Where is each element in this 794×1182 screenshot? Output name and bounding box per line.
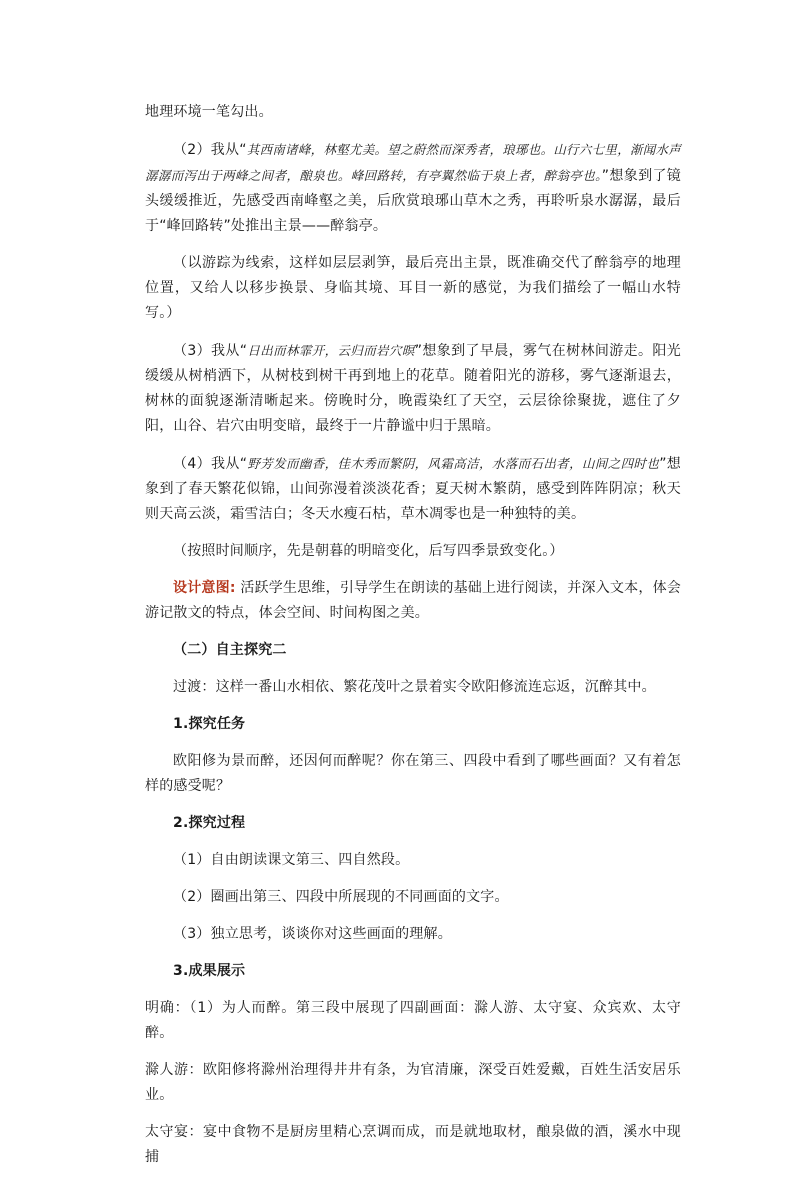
text: 3.成果展示 [173,963,246,979]
text: ”想象到了春天繁花似锦，山间弥漫着淡淡花香；夏天树木繁荫，感受到阵阵阴凉；秋天则天高云淡，霜雪洁白；冬天水瘦石枯，草木凋零也是一种独特的美。 [145,456,682,522]
text: 我从“ [211,456,248,472]
subheading-process [145,811,681,836]
text: 活跃学生思维，引导学生在朗读的基础上进行阅读，并深入文本，体会游记散文的特点，体会空间、时间构图之美。 [145,580,681,621]
paragraph-note-1 [145,251,681,326]
document-page [145,100,681,1182]
subheading-task [145,712,681,737]
paragraph-intro [145,100,681,125]
process-step-1 [145,848,681,873]
paragraph-clarify [145,996,681,1046]
paragraph-design-intent [145,576,681,626]
subheading-results [145,959,681,984]
paragraph-item-4 [145,451,681,527]
text: （2）圈画出第三、四段中所展现的不同画面的文字。 [173,889,509,905]
text: 欧阳修为景而醉，还因何而醉呢？你在第三、四段中看到了哪些画面？又有着怎样的感受呢？ [145,753,681,794]
item-number: （4） [173,456,212,472]
paragraph-item-2 [145,137,681,239]
text: 滁人游：欧阳修将滁州治理得井井有条，为官清廉，深受百姓爱戴，百姓生活安居乐业。 [145,1062,681,1103]
section-heading [145,638,681,663]
text: ”想象到了镜头缓缓推近，先感受西南峰壑之美，后欣赏琅琊山草木之秀，再聆听泉水潺潺，最后于“峰回路转”处推出主景——醉翁亭。 [145,168,682,234]
classical-quote: 野芳发而幽香，佳木秀而繁阴，风霜高洁，水落而石出者，山间之四时也 [247,456,660,471]
paragraph-transition [145,675,681,700]
text: （按照时间顺序，先是朝暮的明暗变化，后写四季景致变化。） [173,543,564,559]
paragraph-task [145,749,681,799]
item-number: （3） [173,343,212,359]
process-step-3 [145,922,681,947]
item-number: （2） [173,142,211,158]
text: 2.探究过程 [173,815,246,831]
text: 我从“ [210,142,247,158]
text: 太守宴：宴中食物不是厨房里精心烹调而成，而是就地取材，酿泉做的酒，溪水中现捕 [145,1124,681,1165]
text: ”想象到了早晨，雾气在树林间游走。阳光缓缓从树梢洒下，从树枝到树干再到地上的花草。随着阳光的游移，雾气逐渐退去，树林的面貌逐渐清晰起来。傍晚时分，晚霞染红了天空，云层徐徐聚拢，遮住了夕阳，山谷、岩穴由明变暗，最终于一片静谧中归于黑暗。 [145,343,681,434]
text: （二）自主探究二 [173,642,287,658]
paragraph-scene-1 [145,1058,681,1108]
text: （3）独立思考，谈谈你对这些画面的理解。 [173,926,452,942]
text: 我从“ [211,343,248,359]
text: （以游踪为线索，这样如层层剥笋，最后亮出主景，既准确交代了醉翁亭的地理位置，又给人以移步换景、身临其境、耳目一新的感觉，为我们描绘了一幅山水特写。） [145,255,681,321]
text: 明确：（1）为人而醉。第三段中展现了四副画面：滁人游、太守宴、众宾欢、太守醉。 [145,1000,681,1041]
process-step-2 [145,885,681,910]
text: 地理环境一笔勾出。 [145,104,273,120]
text: 1.探究任务 [173,716,246,732]
paragraph-note-2 [145,539,681,564]
paragraph-scene-2 [145,1120,681,1170]
design-intent-label: 设计意图: [173,580,236,596]
paragraph-item-3 [145,338,681,439]
classical-quote: 日出而林霏开，云归而岩穴暝 [247,343,415,358]
text: （1）自由朗读课文第三、四自然段。 [173,852,410,868]
text: 过渡：这样一番山水相依、繁花茂叶之景着实令欧阳修流连忘返，沉醉其中。 [173,679,656,695]
classical-quote: 其西南诸峰，林壑尤美。望之蔚然而深秀者，琅琊也。山行六七里，渐闻水声潺潺而泻出于两峰之间者，酿泉也。峰回路转，有亭翼然临于泉上者，醉翁亭也。 [145,142,681,183]
